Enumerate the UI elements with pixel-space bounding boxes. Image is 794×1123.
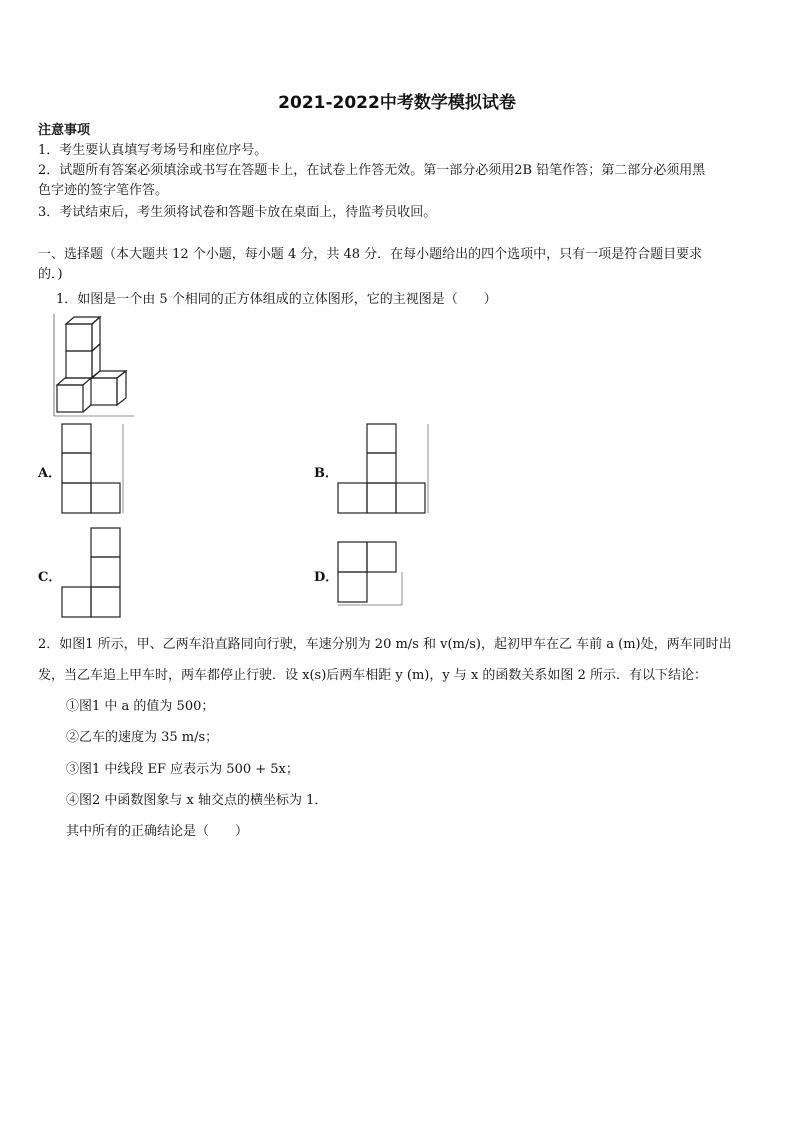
notice-item-3: 3．考试结束后，考生须将试卷和答题卡放在桌面上，待监考员收回。: [38, 205, 437, 220]
conclusion-3: ③图1 中线段 EF 应表示为 500 + 5x；: [66, 762, 299, 777]
question-1-text: 1．如图是一个由 5 个相同的正方体组成的立体图形，它的主视图是（ ）: [56, 292, 497, 307]
option-c-figure: [62, 528, 126, 620]
option-d-figure: [338, 542, 404, 608]
notice-item-2-cont: 色字迹的签字笔作答。: [38, 183, 169, 198]
option-a-label[interactable]: A．: [38, 466, 62, 481]
conclusion-4: ④图2 中函数图象与 x 轴交点的横坐标为 1．: [66, 793, 328, 808]
option-b-label[interactable]: B．: [314, 466, 338, 481]
conclusion-1: ①图1 中 a 的值为 500；: [66, 699, 215, 714]
notice-heading: 注意事项: [38, 123, 91, 138]
question-2-line-1: 2．如图1 所示，甲、乙两车沿直路同向行驶，车速分别为 20 m/s 和 v(m/s)，起初甲车在乙 车前 a (m)处，两车同时出: [38, 637, 732, 652]
question-2-prompt: 其中所有的正确结论是（ ）: [66, 824, 249, 839]
option-d-label[interactable]: D．: [314, 570, 339, 585]
option-c-label[interactable]: C．: [38, 570, 62, 585]
notice-item-1: 1．考生要认真填写考场号和座位序号。: [38, 143, 268, 158]
conclusion-2: ②乙车的速度为 35 m/s；: [66, 730, 219, 745]
section-heading: 一、选择题（本大题共 12 个小题，每小题 4 分，共 48 分．在每小题给出的四个选项中，只有一项是符合题目要求: [38, 247, 703, 262]
section-heading-cont: 的．): [38, 267, 63, 282]
question-2-line-2: 发，当乙车追上甲车时，两车都停止行驶．设 x(s)后两车相距 y (m)，y 与 x 的函数关系如图 2 所示．有以下结论：: [38, 668, 707, 683]
page-title: 2021-2022中考数学模拟试卷: [278, 93, 516, 113]
option-b-figure: [338, 424, 430, 516]
option-a-figure: [62, 424, 126, 516]
cube-figure: [54, 314, 134, 416]
notice-item-2: 2．试题所有答案必须填涂或书写在答题卡上，在试卷上作答无效。第一部分必须用2B 铅笔作答；第二部分必须用黑: [38, 163, 706, 178]
